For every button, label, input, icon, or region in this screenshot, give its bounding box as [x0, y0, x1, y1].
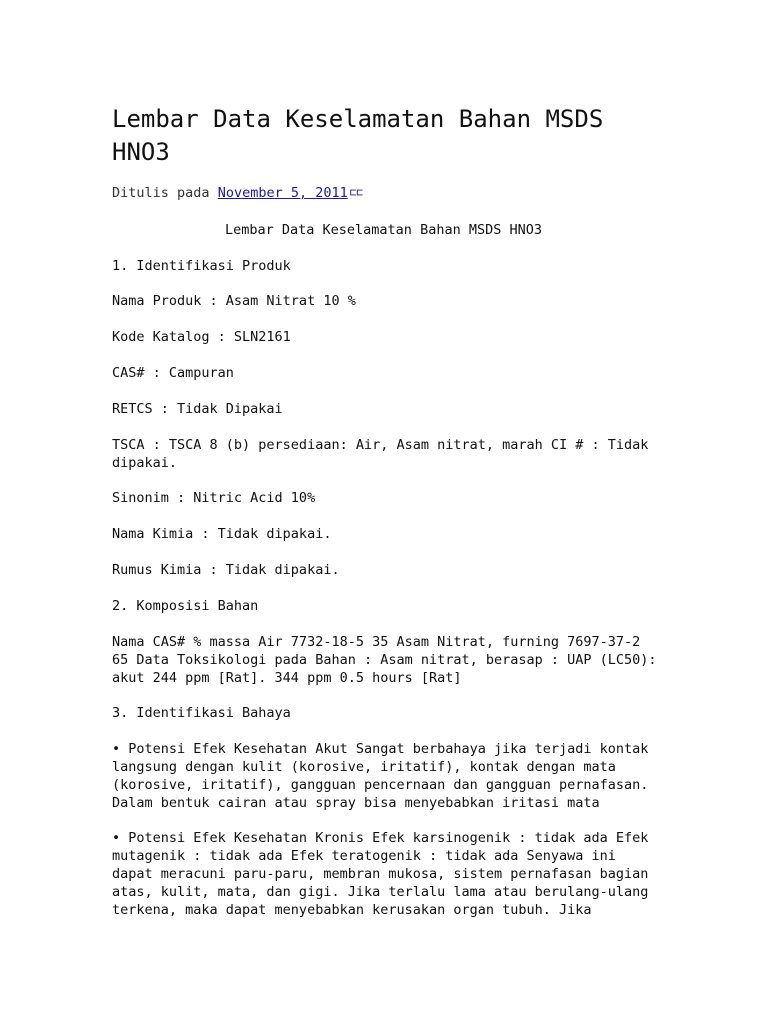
product-name: Nama Produk : Asam Nitrat 10 %: [112, 293, 356, 309]
retcs: RETCS : Tidak Dipakai: [112, 401, 283, 417]
section-heading-composition: 2. Komposisi Bahan: [112, 598, 259, 614]
acute-health-effects: • Potensi Efek Kesehatan Akut Sangat berbahaya jika terjadi kontak langsung dengan kulit (korosive, iritatif), kontak dengan mata (korosive, iritatif), gangguan pencernaan dan gangguan pernafasan. Dalam bentuk cairan atau spray bisa menyebabkan iritasi mata: [112, 741, 649, 811]
chemical-name: Nama Kimia : Tidak dipakai.: [112, 526, 332, 542]
synonym: Sinonim : Nitric Acid 10%: [112, 490, 316, 506]
composition-details: Nama CAS# % massa Air 7732-18-5 35 Asam Nitrat, furning 7697-37-2 65 Data Toksikologi pada Bahan : Asam nitrat, berasap : UAP (LC50): akut 244 ppm [Rat]. 344 ppm 0.5 hours [Rat]: [112, 634, 657, 686]
section-heading-identification: 1. Identifikasi Produk: [112, 258, 291, 274]
document-subtitle: Lembar Data Keselamatan Bahan MSDS HNO3: [225, 222, 542, 238]
section-heading-hazards: 3. Identifikasi Bahaya: [112, 705, 291, 721]
tsca: TSCA : TSCA 8 (b) persediaan: Air, Asam nitrat, marah CI # : Tidak dipakai.: [112, 437, 649, 471]
date-link[interactable]: November 5, 2011: [217, 185, 348, 201]
chronic-health-effects: • Potensi Efek Kesehatan Kronis Efek karsinogenik : tidak ada Efek mutagenik : tidak ada Efek teratogenik : tidak ada Senyawa ini dapat meracuni paru-paru, membran mukosa, sistem pernafasan bagian atas, kulit, mata, dan gigi. Jika terlalu lama atau berulang-ulang terkena, maka dapat menyebabkan kerusakan organ tubuh. Jika: [112, 830, 649, 918]
byline-prefix: Ditulis pada: [112, 185, 210, 201]
document-title: Lembar Data Keselamatan Bahan MSDS HNO3: [112, 105, 604, 166]
comment-icon[interactable]: ⊏⊏: [349, 186, 363, 199]
byline: [112, 184, 363, 202]
catalog-code: Kode Katalog : SLN2161: [112, 329, 291, 345]
cas-number: CAS# : Campuran: [112, 365, 234, 381]
chemical-formula: Rumus Kimia : Tidak dipakai.: [112, 562, 340, 578]
